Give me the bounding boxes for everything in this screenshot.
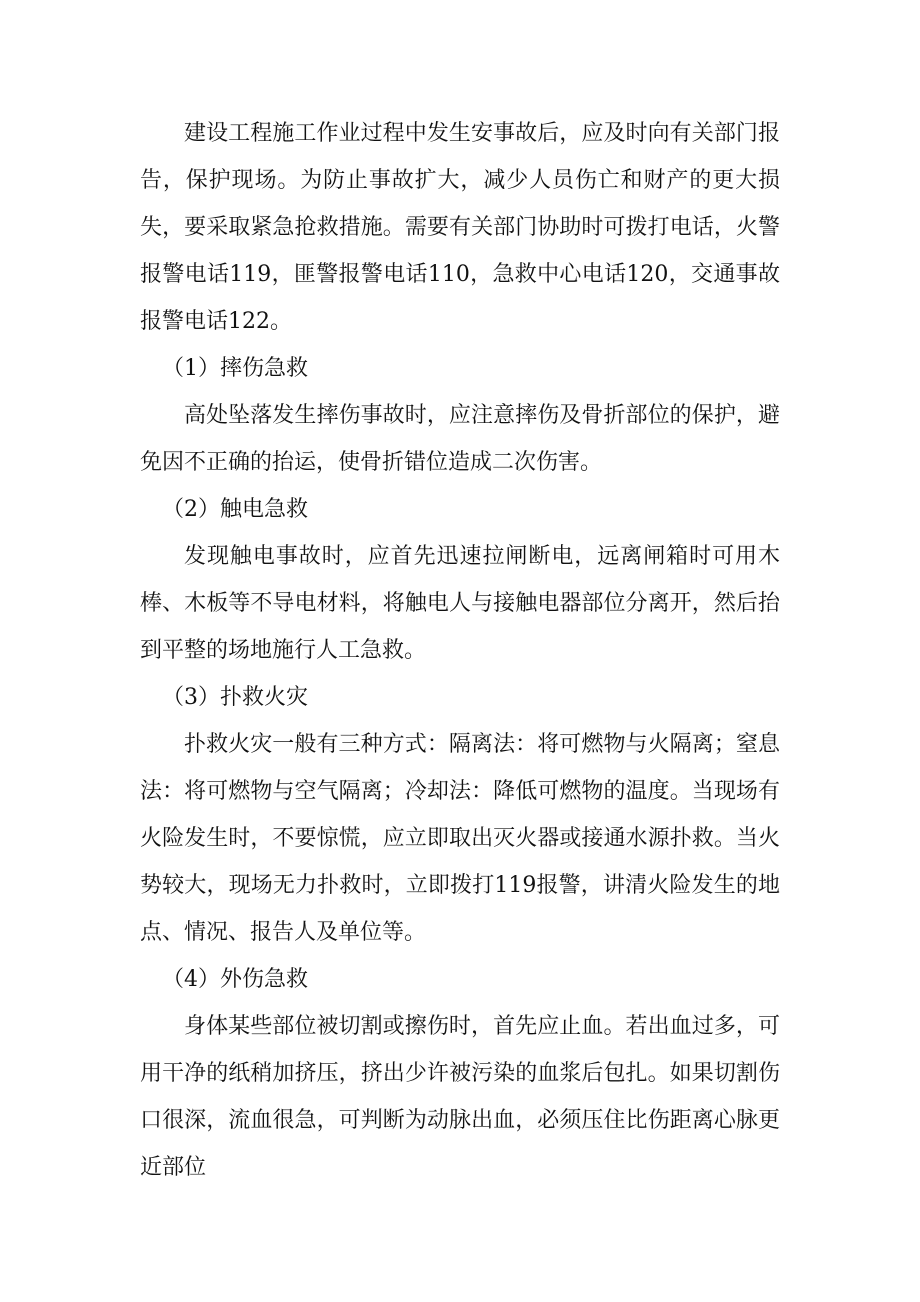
section-heading-electric-shock: （2）触电急救	[162, 497, 308, 522]
section-body-electric-shock: 发现触电事故时，应首先迅速拉闸断电，远离闸箱时可用木棒、木板等不导电材料，将触电人与接触电器部位分离开，然后抬到平整的场地施行人工急救。	[140, 544, 780, 663]
section-body-fall-injury: 高处坠落发生摔伤事故时，应注意摔伤及骨折部位的保护，避免因不正确的抬运，使骨折错位造成二次伤害。	[140, 403, 780, 475]
section-heading-trauma: （4）外伤急救	[162, 967, 308, 992]
section-heading-fall-injury: （1）摔伤急救	[162, 356, 308, 381]
section-body-fire-fighting: 扑救火灾一般有三种方式：隔离法：将可燃物与火隔离；窒息法：将可燃物与空气隔离；冷却法：降低可燃物的温度。当现场有火险发生时，不要惊慌，应立即取出灭火器或接通水源扑救。当火势较大，现场无力扑救时，立即拨打119报警，讲清火险发生的地点、情况、报告人及单位等。	[140, 732, 780, 945]
intro-paragraph: 建设工程施工作业过程中发生安事故后，应及时向有关部门报告，保护现场。为防止事故扩大，减少人员伤亡和财产的更大损失，要采取紧急抢救措施。需要有关部门协助时可拨打电话，火警报警电话119，匪警报警电话110，急救中心电话120，交通事故报警电话122。	[140, 121, 780, 334]
section-body-trauma: 身体某些部位被切割或擦伤时，首先应止血。若出血过多，可用干净的纸稍加挤压，挤出少许被污染的血浆后包扎。如果切割伤口很深，流血很急，可判断为动脉出血，必须压住比伤距离心脉更近部位	[140, 1014, 780, 1180]
section-heading-fire-fighting: （3）扑救火灾	[162, 685, 308, 710]
